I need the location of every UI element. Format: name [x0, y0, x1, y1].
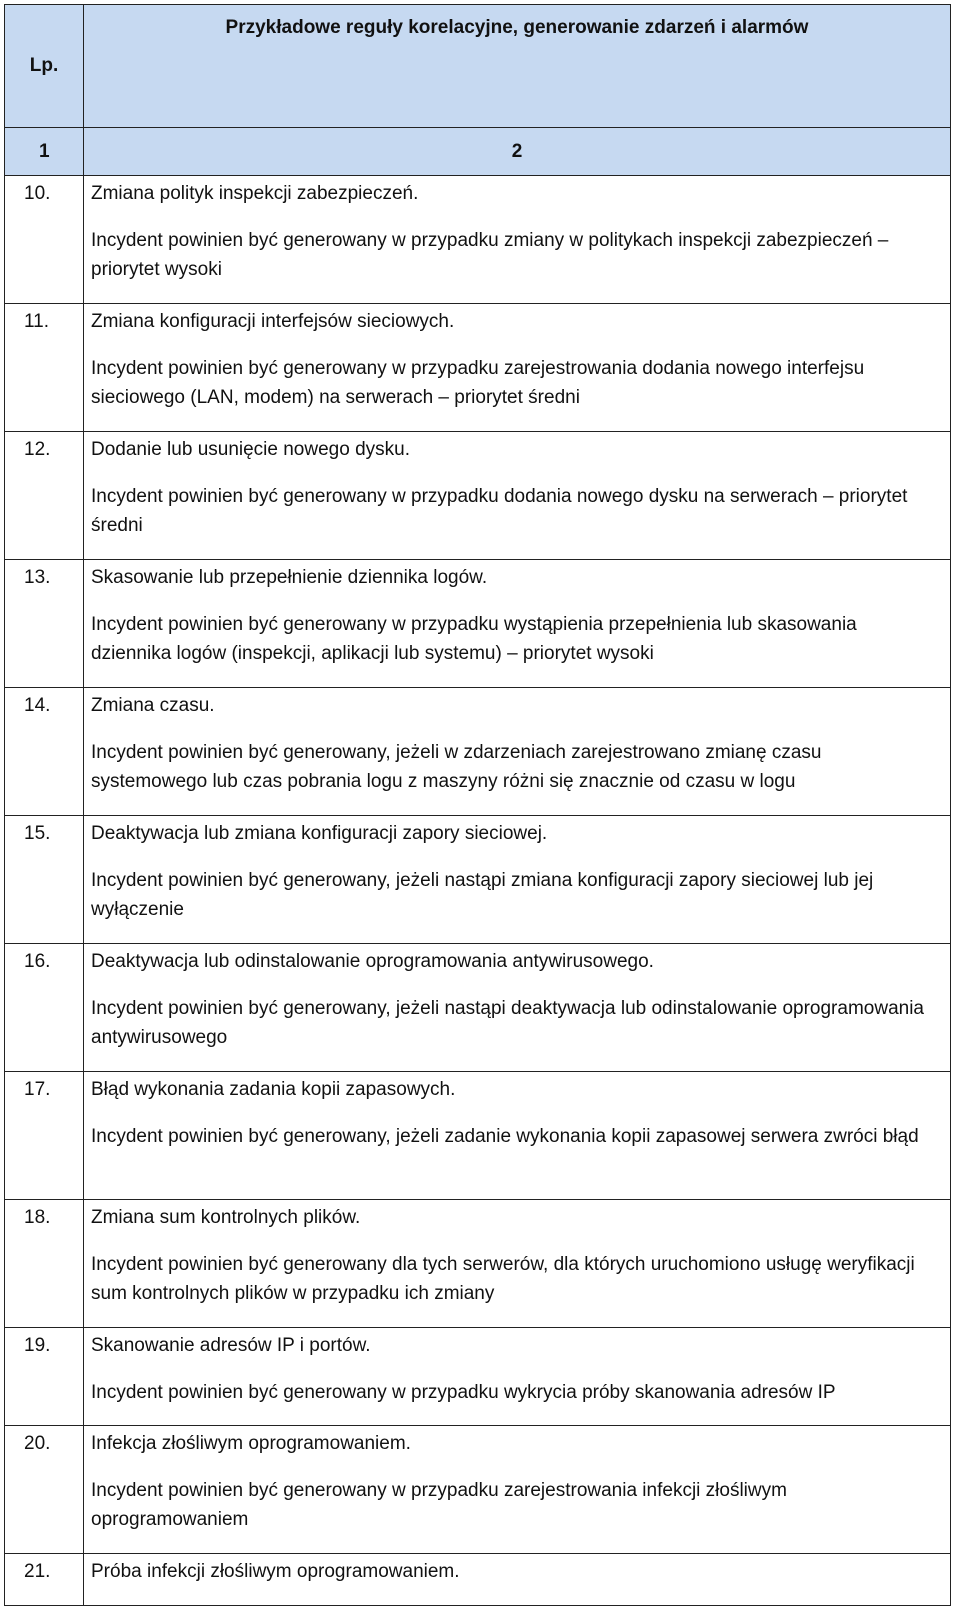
- rule-description: Incydent powinien być generowany, jeżeli nastąpi deaktywacja lub odinstalowanie oprogramowania antywirusowego: [91, 998, 924, 1048]
- table-row: [5, 944, 951, 1072]
- row-content: [84, 304, 951, 432]
- table-row: [5, 816, 951, 944]
- table-row: [5, 1426, 951, 1554]
- rule-title: Infekcja złośliwym oprogramowaniem.: [91, 1433, 411, 1454]
- table-row: [5, 432, 951, 560]
- table-row: [5, 1328, 951, 1426]
- rule-description: Incydent powinien być generowany, jeżeli w zdarzeniach zarejestrowano zmianę czasu systemowego lub czas pobrania logu z maszyny różni się znacznie od czasu w logu: [91, 742, 822, 792]
- table-row: [5, 1072, 951, 1200]
- column-number-2: 2: [84, 128, 951, 176]
- row-number: 16.: [5, 944, 84, 1072]
- rule-description: Incydent powinien być generowany w przypadku wystąpienia przepełnienia lub skasowania dziennika logów (inspekcji, aplikacji lub systemu) – priorytet wysoki: [91, 614, 857, 664]
- row-number: 20.: [5, 1426, 84, 1554]
- rule-title: Zmiana konfiguracji interfejsów sieciowych.: [91, 311, 455, 332]
- row-number: 17.: [5, 1072, 84, 1200]
- rule-title: Próba infekcji złośliwym oprogramowaniem.: [91, 1561, 460, 1582]
- rule-title: Zmiana sum kontrolnych plików.: [91, 1207, 361, 1228]
- header-lp: Lp.: [5, 5, 84, 128]
- rule-title: Błąd wykonania zadania kopii zapasowych.: [91, 1079, 456, 1100]
- row-content: [84, 1072, 951, 1200]
- row-content: [84, 1328, 951, 1426]
- rule-description: Incydent powinien być generowany dla tych serwerów, dla których uruchomiono usługę weryfikacji sum kontrolnych plików w przypadku ich zmiany: [91, 1254, 915, 1304]
- rule-description: Incydent powinien być generowany w przypadku zarejestrowania infekcji złośliwym oprogramowaniem: [91, 1480, 787, 1530]
- table-header-row: [5, 5, 951, 128]
- row-content: [84, 688, 951, 816]
- rule-description: Incydent powinien być generowany, jeżeli nastąpi zmiana konfiguracji zapory sieciowej lub jej wyłączenie: [91, 870, 874, 920]
- rule-description: Incydent powinien być generowany w przypadku dodania nowego dysku na serwerach – priorytet średni: [91, 486, 908, 536]
- table-row: [5, 560, 951, 688]
- rule-description: Incydent powinien być generowany w przypadku wykrycia próby skanowania adresów IP: [91, 1382, 836, 1403]
- rule-description: Incydent powinien być generowany w przypadku zmiany w politykach inspekcji zabezpieczeń – priorytet wysoki: [91, 230, 889, 280]
- rule-title: Zmiana czasu.: [91, 695, 215, 716]
- row-number: 18.: [5, 1200, 84, 1328]
- row-number: 10.: [5, 176, 84, 304]
- row-number: 13.: [5, 560, 84, 688]
- rule-title: Zmiana polityk inspekcji zabezpieczeń.: [91, 183, 419, 204]
- row-content: [84, 816, 951, 944]
- row-content: [84, 1426, 951, 1554]
- row-number: 15.: [5, 816, 84, 944]
- row-number: 21.: [5, 1554, 84, 1606]
- rule-title: Deaktywacja lub zmiana konfiguracji zapory sieciowej.: [91, 823, 548, 844]
- table-row: [5, 176, 951, 304]
- rule-description: Incydent powinien być generowany w przypadku zarejestrowania dodania nowego interfejsu sieciowego (LAN, modem) na serwerach – priorytet średni: [91, 358, 865, 408]
- rule-title: Skanowanie adresów IP i portów.: [91, 1335, 371, 1356]
- rule-title: Skasowanie lub przepełnienie dziennika logów.: [91, 567, 488, 588]
- row-content: [84, 560, 951, 688]
- row-content: [84, 1554, 951, 1606]
- row-number: 12.: [5, 432, 84, 560]
- header-title: Przykładowe reguły korelacyjne, generowanie zdarzeń i alarmów: [84, 5, 951, 128]
- row-number: 11.: [5, 304, 84, 432]
- table-row: [5, 1554, 951, 1606]
- row-content: [84, 176, 951, 304]
- column-number-1: 1: [5, 128, 84, 176]
- column-number-row: [5, 128, 951, 176]
- row-number: 19.: [5, 1328, 84, 1426]
- table-row: [5, 304, 951, 432]
- table-row: [5, 1200, 951, 1328]
- rule-description: Incydent powinien być generowany, jeżeli zadanie wykonania kopii zapasowej serwera zwróci błąd: [91, 1126, 919, 1147]
- row-content: [84, 944, 951, 1072]
- row-content: [84, 1200, 951, 1328]
- row-number: 14.: [5, 688, 84, 816]
- correlation-rules-table: [4, 4, 951, 1606]
- table-row: [5, 688, 951, 816]
- rule-title: Deaktywacja lub odinstalowanie oprogramowania antywirusowego.: [91, 951, 654, 972]
- rule-title: Dodanie lub usunięcie nowego dysku.: [91, 439, 410, 460]
- row-content: [84, 432, 951, 560]
